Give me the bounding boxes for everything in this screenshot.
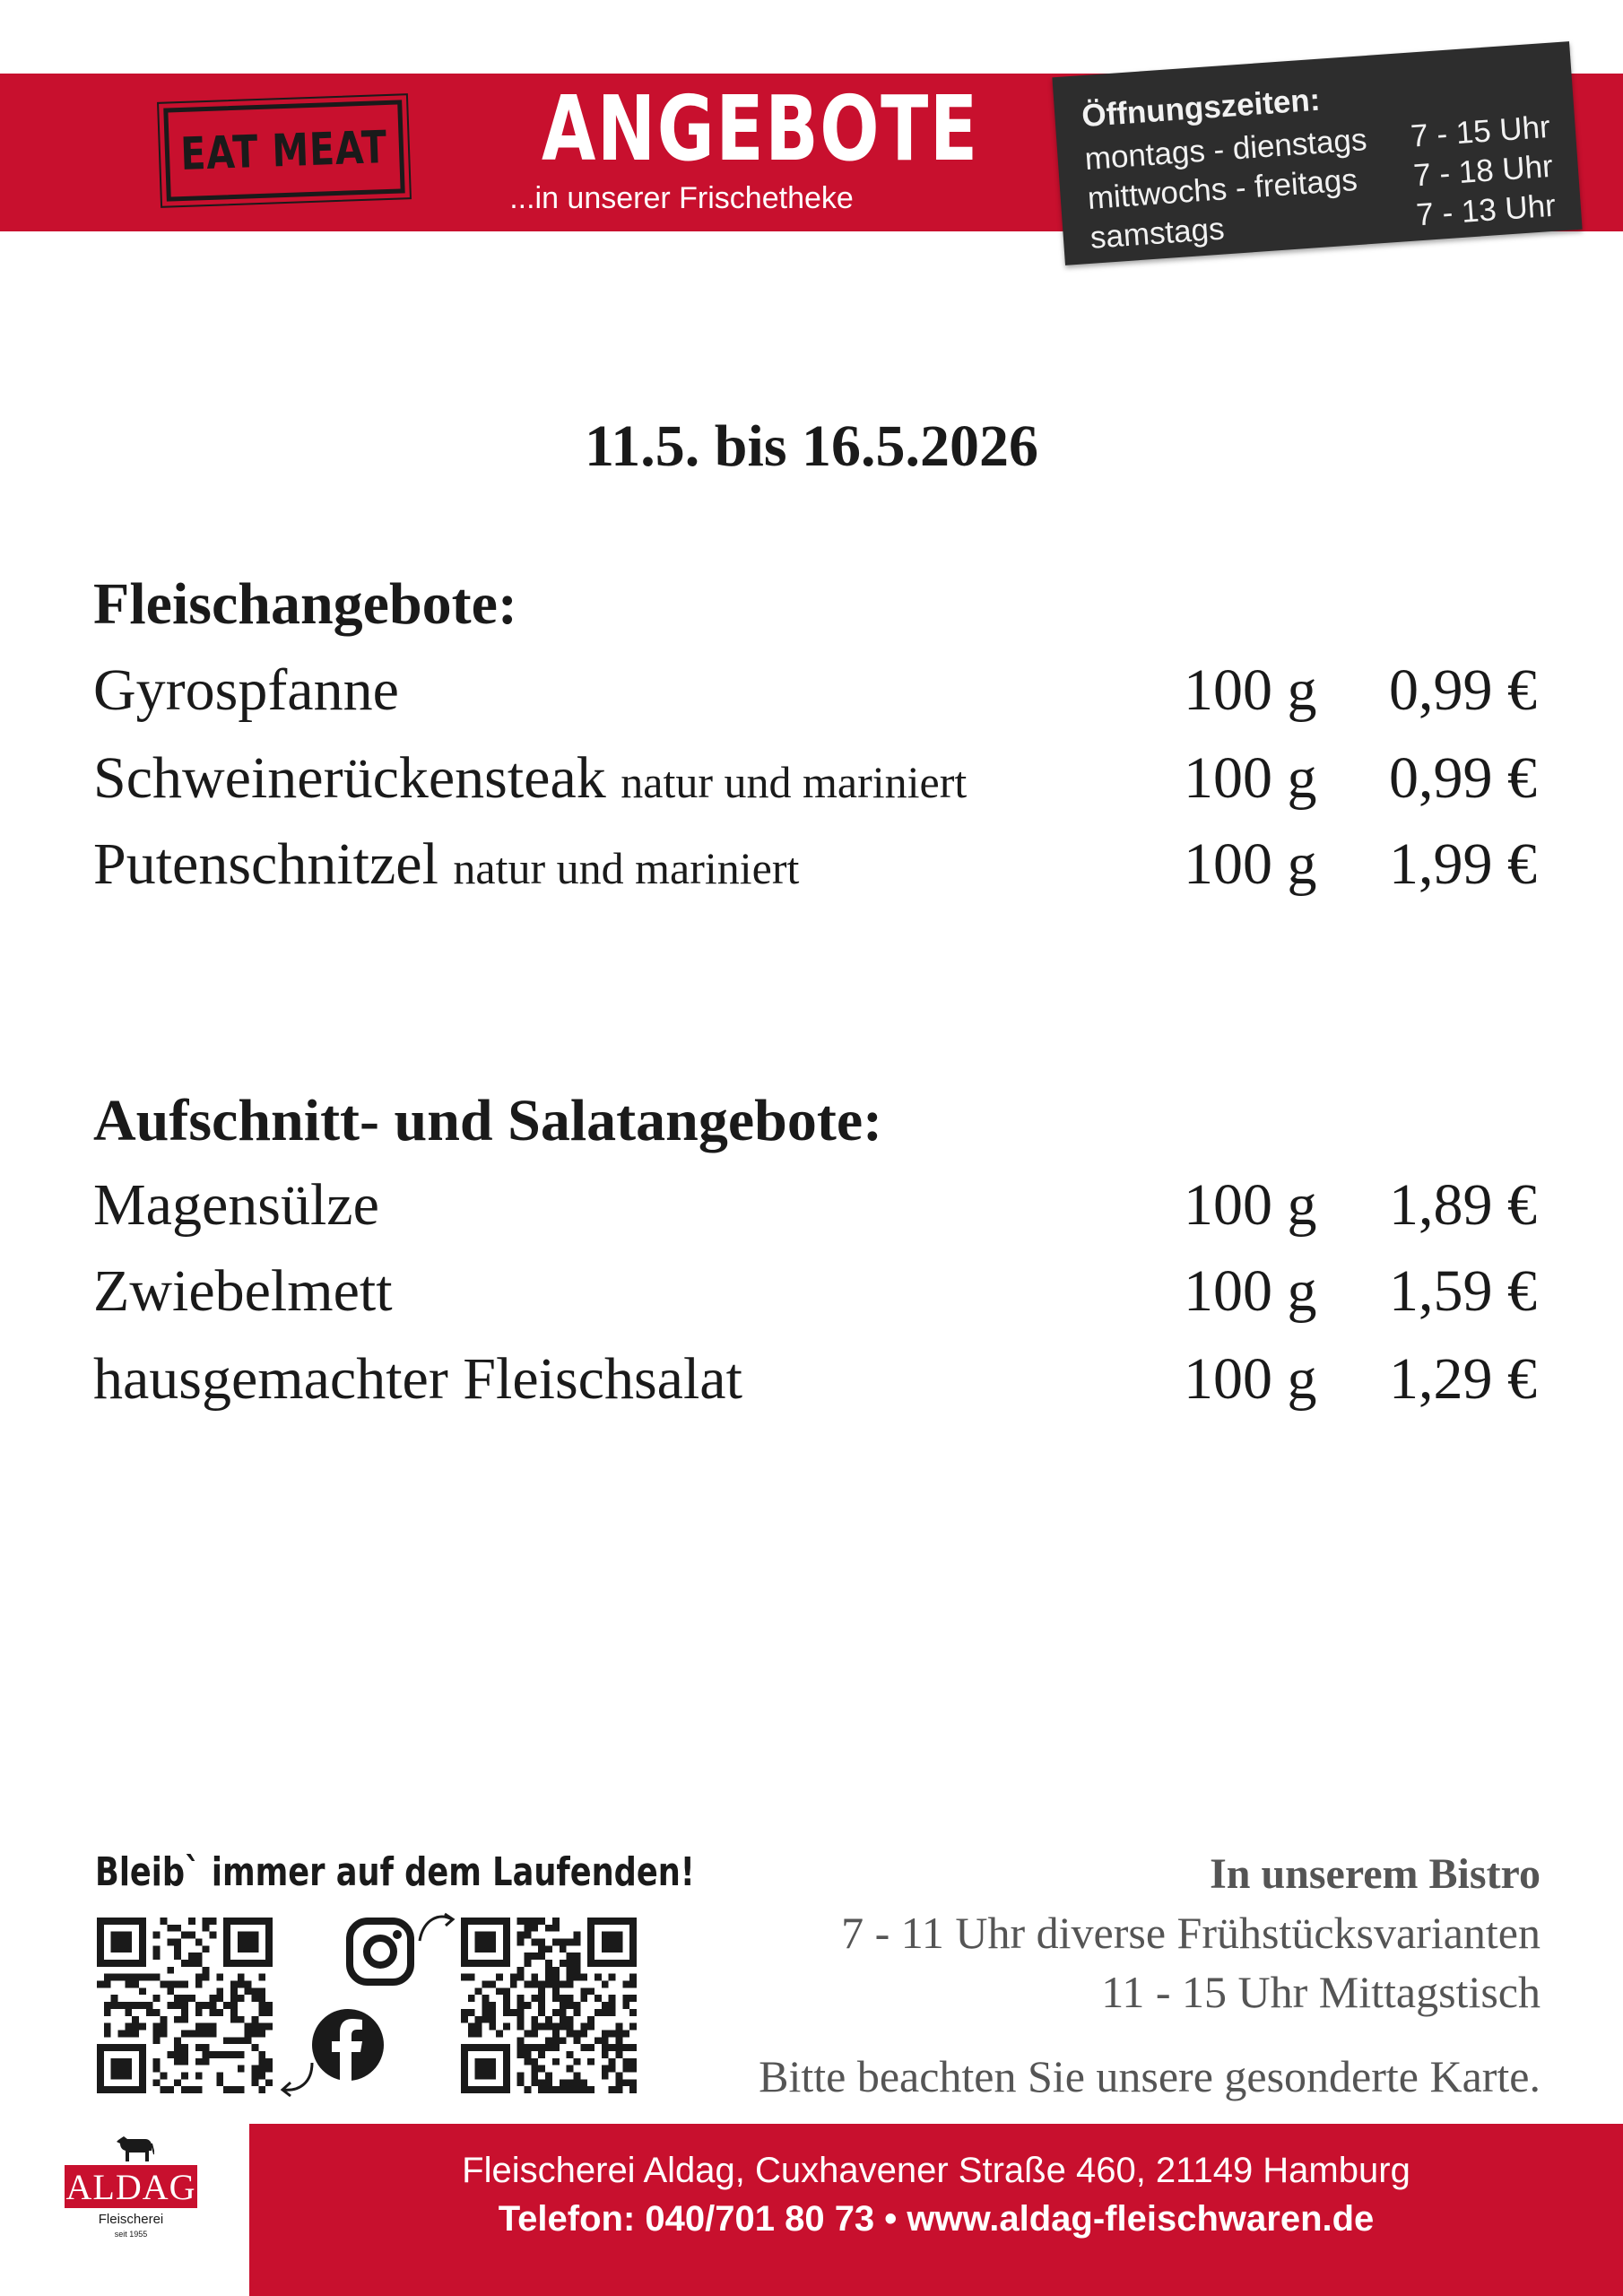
- offer-item-name: [93, 831, 799, 899]
- item-title: Schweinerückensteak: [93, 745, 606, 811]
- hours-time: 7 - 15 Uhr: [1409, 109, 1551, 154]
- offer-item-name: [93, 744, 967, 813]
- offer-item-name: [93, 1345, 742, 1413]
- offers-title: ANGEBOTE: [542, 76, 979, 181]
- opening-hours-board: [1052, 41, 1582, 265]
- bistro-title: In unserem Bistro: [1210, 1850, 1541, 1898]
- eat-meat-stamp: [163, 100, 404, 201]
- offer-item-qty: 100 g: [1184, 1172, 1317, 1238]
- cow-icon: [115, 2131, 154, 2163]
- offer-item-qty: 100 g: [1184, 831, 1317, 897]
- instagram-icon[interactable]: [343, 1914, 418, 1989]
- brand-name: ALDAG: [65, 2166, 196, 2207]
- qr-code-instagram[interactable]: [461, 1918, 637, 2093]
- item-title: Zwiebelmett: [93, 1258, 393, 1324]
- offer-item-price: 0,99 €: [1389, 657, 1537, 723]
- facebook-icon[interactable]: [310, 2007, 386, 2083]
- offer-item-qty: 100 g: [1184, 1346, 1317, 1412]
- aldag-logo: [65, 2165, 197, 2208]
- stamp-text: EAT MEAT: [179, 120, 389, 181]
- footer-contact[interactable]: Telefon: 040/701 80 73 • www.aldag-fleischwaren.de: [498, 2199, 1375, 2239]
- offer-item-price: 1,59 €: [1389, 1258, 1537, 1324]
- bistro-line: 7 - 11 Uhr diverse Frühstücksvarianten: [841, 1908, 1541, 1958]
- hours-days: samstags: [1089, 211, 1226, 256]
- hours-days: montags - dienstags: [1083, 122, 1368, 178]
- item-title: hausgemachter Fleischsalat: [93, 1346, 742, 1412]
- offer-item-price: 1,99 €: [1389, 831, 1537, 897]
- offer-item-price: 0,99 €: [1389, 745, 1537, 811]
- item-note: natur und mariniert: [621, 757, 968, 807]
- section-heading-cold-cuts: Aufschnitt- und Salatangebote:: [93, 1088, 883, 1153]
- offer-item-qty: 100 g: [1184, 1258, 1317, 1324]
- curved-arrow-icon: [414, 1905, 457, 1948]
- bistro-line: 11 - 15 Uhr Mittagstisch: [1101, 1967, 1541, 2017]
- offer-item-qty: 100 g: [1184, 745, 1317, 811]
- curved-arrow-icon: [276, 2056, 319, 2099]
- item-title: Magensülze: [93, 1172, 379, 1238]
- item-title: Putenschnitzel: [93, 831, 438, 897]
- footer-address: Fleischerei Aldag, Cuxhavener Straße 460, 21149 Hamburg: [462, 2151, 1410, 2190]
- hours-time: 7 - 18 Uhr: [1412, 148, 1554, 194]
- qr-code-facebook[interactable]: [97, 1918, 273, 2093]
- offer-item-price: 1,89 €: [1389, 1172, 1537, 1238]
- offers-subtitle: ...in unserer Frischetheke: [509, 181, 854, 215]
- offer-item-price: 1,29 €: [1389, 1346, 1537, 1412]
- offer-item-qty: 100 g: [1184, 657, 1317, 723]
- opening-hours-title: Öffnungszeiten:: [1081, 82, 1322, 135]
- section-heading-meat: Fleischangebote:: [93, 571, 517, 637]
- date-range: 11.5. bis 16.5.2026: [584, 413, 1039, 479]
- social-title: Bleib` immer auf dem Laufenden!: [95, 1849, 695, 1895]
- hours-time: 7 - 13 Uhr: [1415, 187, 1558, 233]
- offer-item-name: [93, 1257, 393, 1326]
- offer-item-name: [93, 1171, 379, 1239]
- hours-days: mittwochs - freitags: [1086, 162, 1358, 216]
- item-note: natur und mariniert: [453, 843, 800, 893]
- brand-established: seit 1955: [114, 2230, 148, 2239]
- offer-item-name: [93, 657, 399, 725]
- bistro-note: Bitte beachten Sie unsere gesonderte Karte.: [759, 2051, 1541, 2101]
- item-title: Gyrospfanne: [93, 657, 399, 723]
- brand-subtitle: Fleischerei: [98, 2212, 164, 2227]
